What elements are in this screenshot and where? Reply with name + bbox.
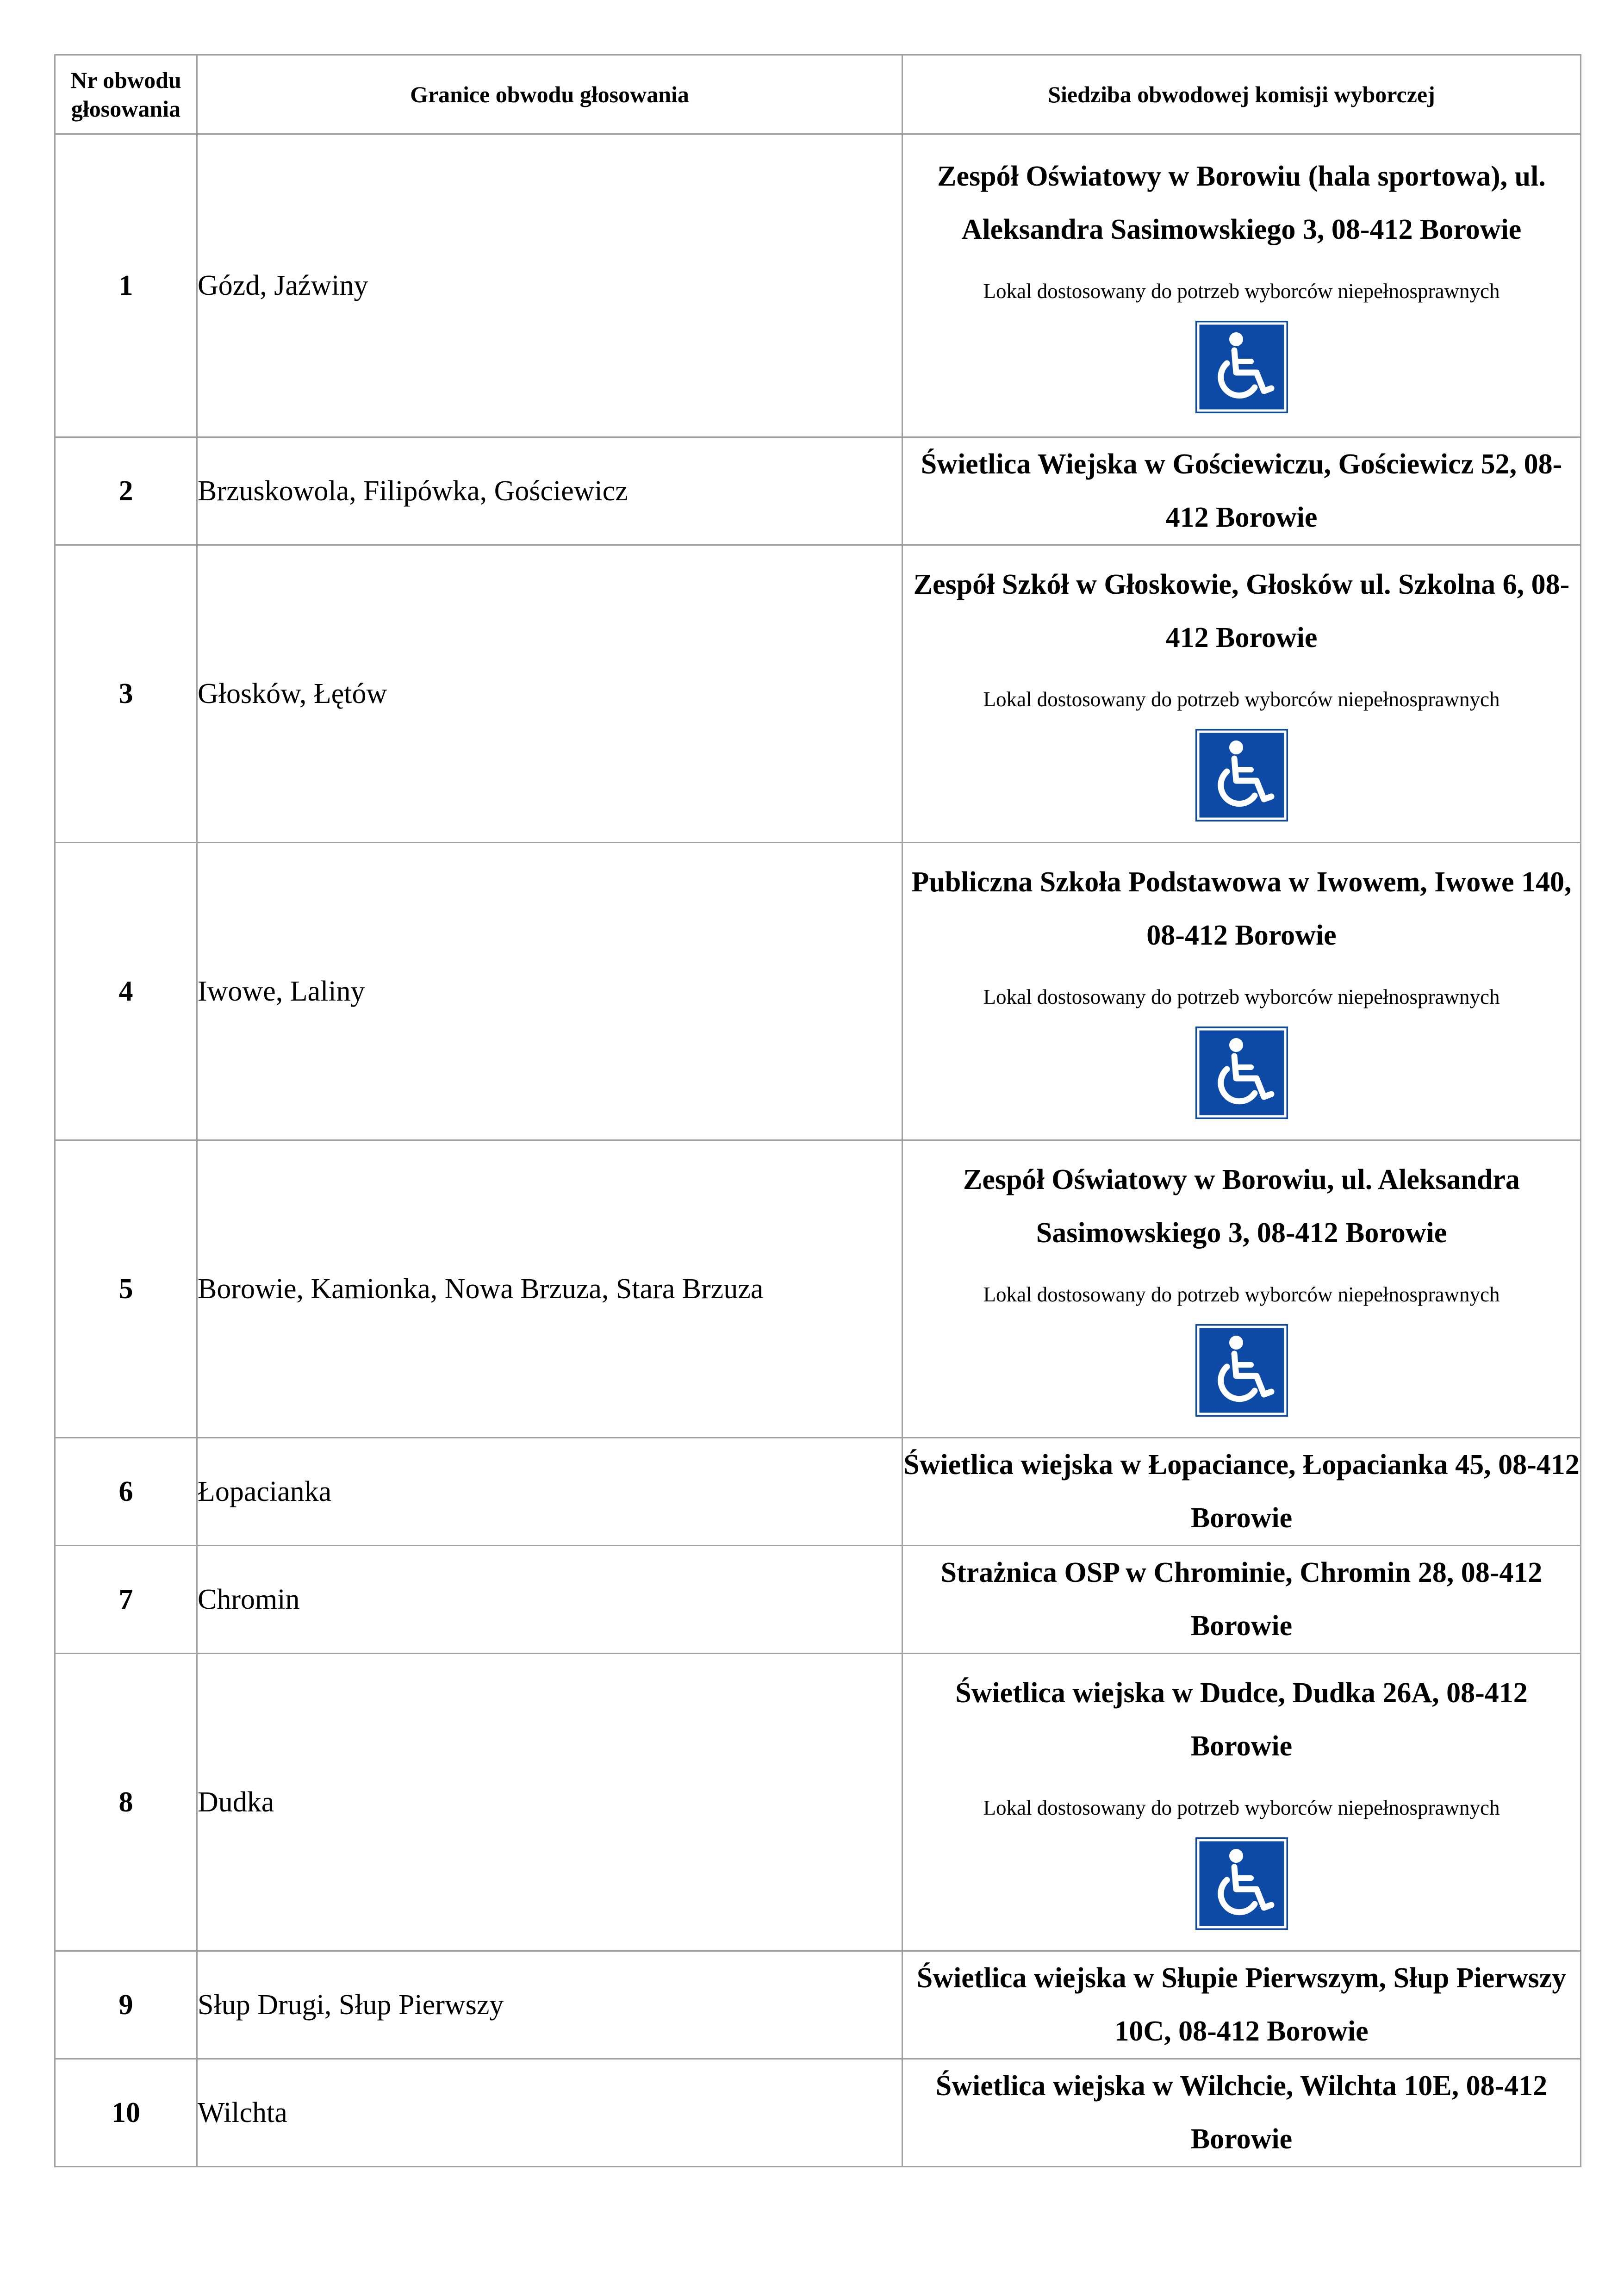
commission-seat [902, 1438, 1581, 1546]
district-boundaries: Brzuskowola, Filipówka, Gościewicz [197, 437, 902, 545]
commission-seat [902, 1951, 1581, 2059]
accessibility-note: Lokal dostosowany do potrzeb wyborców niepełnosprawnych [983, 1282, 1500, 1306]
district-number: 7 [55, 1546, 197, 1654]
seat-address: Świetlica wiejska w Słupie Pierwszym, Słup Pierwszy 10C, 08-412 Borowie [916, 1962, 1567, 2047]
district-number: 5 [55, 1140, 197, 1438]
accessibility-note: Lokal dostosowany do potrzeb wyborców niepełnosprawnych [983, 985, 1500, 1008]
wheelchair-icon [1195, 1027, 1288, 1119]
district-number: 10 [55, 2059, 197, 2167]
district-boundaries: Wilchta [197, 2059, 902, 2167]
district-number: 2 [55, 437, 197, 545]
seat-address: Publiczna Szkoła Podstawowa w Iwowem, Iwowe 140, 08-412 Borowie [911, 866, 1572, 951]
commission-seat [902, 2059, 1581, 2167]
district-number: 9 [55, 1951, 197, 2059]
seat-address: Zespół Oświatowy w Borowiu, ul. Aleksandra Sasimowskiego 3, 08-412 Borowie [963, 1164, 1520, 1249]
commission-seat [902, 1140, 1581, 1438]
accessibility-note: Lokal dostosowany do potrzeb wyborców niepełnosprawnych [983, 1796, 1500, 1819]
district-number: 1 [55, 134, 197, 437]
table-row [55, 437, 1581, 545]
seat-address: Świetlica wiejska w Dudce, Dudka 26A, 08-412 Borowie [955, 1677, 1528, 1762]
wheelchair-icon [1195, 1324, 1288, 1417]
table-row [55, 1140, 1581, 1438]
accessibility-note: Lokal dostosowany do potrzeb wyborców niepełnosprawnych [983, 279, 1500, 303]
district-boundaries: Głosków, Łętów [197, 545, 902, 843]
table-row [55, 843, 1581, 1140]
header-district-boundaries: Granice obwodu głosowania [197, 55, 902, 134]
header-district-number: Nr obwodu głosowania [55, 55, 197, 134]
table-row [55, 545, 1581, 843]
voting-districts-table [54, 54, 1581, 2167]
table-row [55, 1438, 1581, 1546]
seat-address: Świetlica Wiejska w Gościewiczu, Gościewicz 52, 08-412 Borowie [921, 448, 1562, 533]
district-number: 6 [55, 1438, 197, 1546]
district-boundaries: Dudka [197, 1654, 902, 1951]
header-commission-seat: Siedziba obwodowej komisji wyborczej [902, 55, 1581, 134]
wheelchair-icon [1195, 1837, 1288, 1930]
district-number: 8 [55, 1654, 197, 1951]
wheelchair-icon [1195, 729, 1288, 821]
district-boundaries: Łopacianka [197, 1438, 902, 1546]
commission-seat [902, 843, 1581, 1140]
district-number: 4 [55, 843, 197, 1140]
table-row [55, 1951, 1581, 2059]
table-row [55, 1654, 1581, 1951]
seat-address: Zespół Oświatowy w Borowiu (hala sportowa), ul. Aleksandra Sasimowskiego 3, 08-412 Borowie [937, 160, 1546, 245]
commission-seat [902, 134, 1581, 437]
seat-address: Strażnica OSP w Chrominie, Chromin 28, 08-412 Borowie [940, 1557, 1543, 1642]
commission-seat [902, 545, 1581, 843]
seat-address: Świetlica wiejska w Łopaciance, Łopacianka 45, 08-412 Borowie [903, 1449, 1580, 1534]
district-boundaries: Słup Drugi, Słup Pierwszy [197, 1951, 902, 2059]
wheelchair-icon [1195, 321, 1288, 413]
district-boundaries: Chromin [197, 1546, 902, 1654]
commission-seat [902, 437, 1581, 545]
accessibility-note: Lokal dostosowany do potrzeb wyborców niepełnosprawnych [983, 687, 1500, 711]
seat-address: Świetlica wiejska w Wilchcie, Wilchta 10E, 08-412 Borowie [935, 2070, 1548, 2155]
seat-address: Zespół Szkół w Głoskowie, Głosków ul. Szkolna 6, 08-412 Borowie [913, 568, 1570, 653]
commission-seat [902, 1546, 1581, 1654]
table-row [55, 2059, 1581, 2167]
district-boundaries: Iwowe, Laliny [197, 843, 902, 1140]
district-boundaries: Gózd, Jaźwiny [197, 134, 902, 437]
district-boundaries: Borowie, Kamionka, Nowa Brzuza, Stara Brzuza [197, 1140, 902, 1438]
table-header-row [55, 55, 1581, 134]
table-row [55, 134, 1581, 437]
district-number: 3 [55, 545, 197, 843]
commission-seat [902, 1654, 1581, 1951]
table-row [55, 1546, 1581, 1654]
